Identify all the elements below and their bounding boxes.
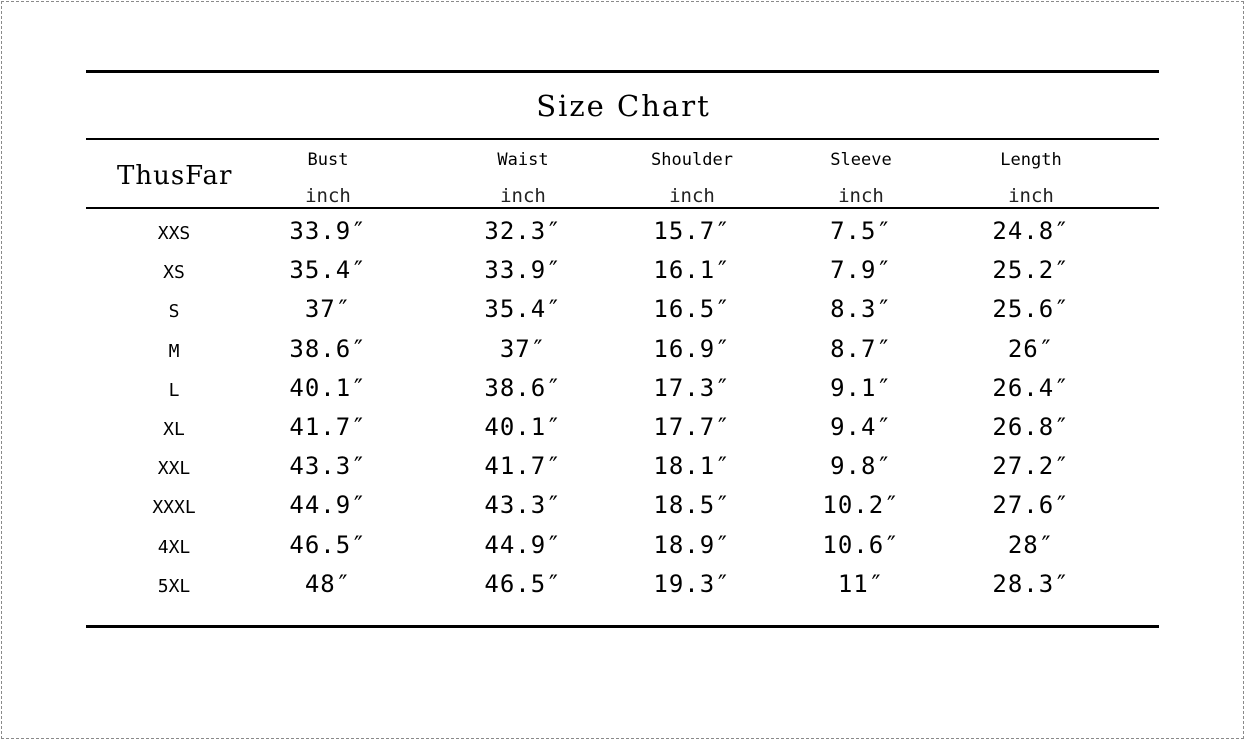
table-cell: 44.9″ xyxy=(484,531,562,559)
size-label: M xyxy=(168,341,180,362)
table-cell: 11″ xyxy=(837,570,885,598)
table-cell: 16.9″ xyxy=(653,335,731,363)
table-cell: 25.6″ xyxy=(992,295,1070,323)
size-label: XL xyxy=(163,419,185,440)
header-rule xyxy=(86,207,1159,209)
table-cell: 24.8″ xyxy=(992,217,1070,245)
table-cell: 17.3″ xyxy=(653,374,731,402)
table-cell: 28″ xyxy=(1007,531,1055,559)
table-cell: 15.7″ xyxy=(653,217,731,245)
size-label: XXS xyxy=(157,223,191,244)
table-cell: 43.3″ xyxy=(289,452,367,480)
table-cell: 25.2″ xyxy=(992,256,1070,284)
column-header-shoulder: Shoulder xyxy=(651,150,733,170)
table-cell: 17.7″ xyxy=(653,413,731,441)
column-unit: inch xyxy=(500,185,546,207)
table-cell: 33.9″ xyxy=(289,217,367,245)
table-cell: 27.2″ xyxy=(992,452,1070,480)
table-cell: 18.9″ xyxy=(653,531,731,559)
brand-name: ThusFar xyxy=(117,161,233,191)
column-header-length: Length xyxy=(1000,150,1062,170)
table-cell: 35.4″ xyxy=(289,256,367,284)
table-cell: 18.1″ xyxy=(653,452,731,480)
table-cell: 40.1″ xyxy=(289,374,367,402)
table-cell: 26.4″ xyxy=(992,374,1070,402)
column-header-waist: Waist xyxy=(497,150,549,170)
table-cell: 8.7″ xyxy=(830,335,892,363)
table-cell: 48″ xyxy=(304,570,352,598)
table-cell: 26.8″ xyxy=(992,413,1070,441)
size-label: S xyxy=(168,301,180,322)
top-rule xyxy=(86,70,1159,73)
size-label: XS xyxy=(163,262,185,283)
table-cell: 37″ xyxy=(304,295,352,323)
table-cell: 7.9″ xyxy=(830,256,892,284)
table-cell: 38.6″ xyxy=(484,374,562,402)
size-label: XXXL xyxy=(152,497,196,518)
table-cell: 28.3″ xyxy=(992,570,1070,598)
bottom-rule xyxy=(86,625,1159,628)
table-cell: 38.6″ xyxy=(289,335,367,363)
table-cell: 37″ xyxy=(499,335,547,363)
table-cell: 35.4″ xyxy=(484,295,562,323)
table-cell: 8.3″ xyxy=(830,295,892,323)
table-cell: 46.5″ xyxy=(289,531,367,559)
table-cell: 19.3″ xyxy=(653,570,731,598)
table-cell: 43.3″ xyxy=(484,491,562,519)
table-cell: 10.2″ xyxy=(822,491,900,519)
chart-title: Size Chart xyxy=(536,89,711,123)
table-cell: 32.3″ xyxy=(484,217,562,245)
table-cell: 26″ xyxy=(1007,335,1055,363)
table-cell: 41.7″ xyxy=(289,413,367,441)
size-label: L xyxy=(168,380,180,401)
table-cell: 16.5″ xyxy=(653,295,731,323)
column-unit: inch xyxy=(305,185,351,207)
table-cell: 9.4″ xyxy=(830,413,892,441)
table-cell: 9.1″ xyxy=(830,374,892,402)
table-cell: 33.9″ xyxy=(484,256,562,284)
column-unit: inch xyxy=(838,185,884,207)
column-header-sleeve: Sleeve xyxy=(830,150,892,170)
table-cell: 27.6″ xyxy=(992,491,1070,519)
table-cell: 10.6″ xyxy=(822,531,900,559)
column-header-bust: Bust xyxy=(307,150,349,170)
size-label: 4XL xyxy=(157,537,191,558)
table-cell: 7.5″ xyxy=(830,217,892,245)
table-cell: 46.5″ xyxy=(484,570,562,598)
size-label: XXL xyxy=(157,458,191,479)
column-unit: inch xyxy=(669,185,715,207)
table-cell: 18.5″ xyxy=(653,491,731,519)
size-label: 5XL xyxy=(157,576,191,597)
table-cell: 40.1″ xyxy=(484,413,562,441)
table-cell: 16.1″ xyxy=(653,256,731,284)
title-rule xyxy=(86,138,1159,140)
table-cell: 44.9″ xyxy=(289,491,367,519)
table-cell: 9.8″ xyxy=(830,452,892,480)
column-unit: inch xyxy=(1008,185,1054,207)
table-cell: 41.7″ xyxy=(484,452,562,480)
